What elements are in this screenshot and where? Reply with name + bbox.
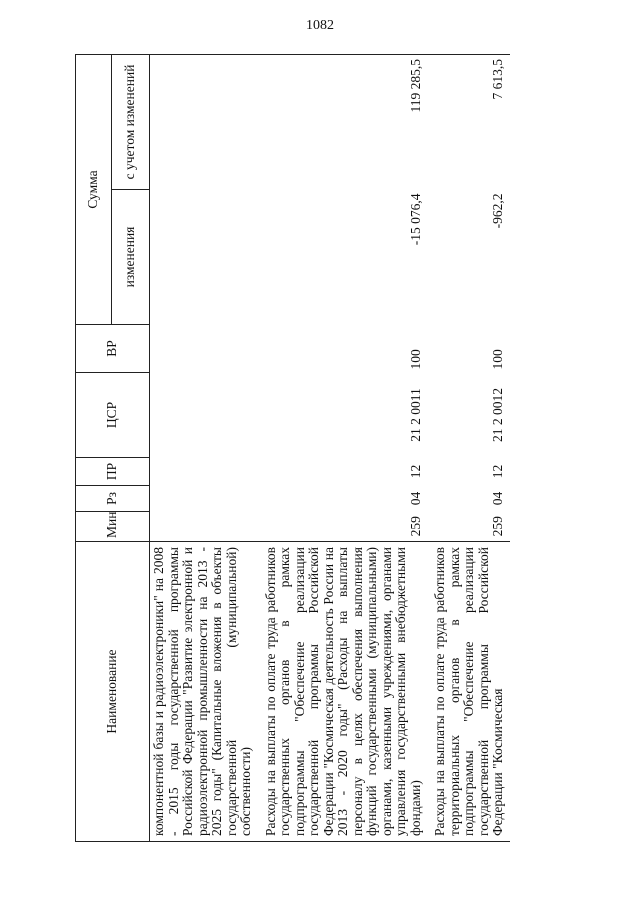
row-pr: 12 bbox=[407, 464, 423, 479]
row-change bbox=[150, 190, 258, 325]
row-vr: 100 bbox=[490, 349, 505, 370]
row-pr: 12 bbox=[490, 464, 505, 479]
row-change: -15 076,4 bbox=[407, 193, 423, 246]
row-csr bbox=[150, 373, 258, 458]
rotated-page bbox=[75, 55, 569, 842]
row-with-change bbox=[150, 54, 258, 189]
header-min: Мин bbox=[76, 512, 150, 542]
header-change: изменения bbox=[112, 190, 150, 325]
row-csr: 21 2 0011 bbox=[407, 388, 423, 442]
row-with-change: 7 613,5 bbox=[427, 54, 510, 189]
page-number: 1082 bbox=[306, 18, 334, 33]
row-vr bbox=[150, 325, 258, 373]
table-row bbox=[427, 54, 510, 841]
table-row bbox=[258, 54, 428, 841]
row-name: Расходы на выплаты по оплате труда работников государственных органов в рамках подпрограммы "Обеспечение реализации государственной программы Российской Федерации "Космическая деятельность России на 2013 - 2020 годы" (Расходы на выплаты персоналу в целях обеспечения выполнения функций государственными (муниципальными) органами, казенными учреждениями, органами управления государственными внебюджетными фондами) bbox=[258, 542, 428, 842]
budget-table bbox=[75, 54, 510, 842]
row-with-change: 119 285,5 bbox=[258, 54, 428, 189]
row-min: 259 bbox=[407, 516, 423, 537]
row-rz bbox=[150, 486, 258, 512]
row-csr: 21 2 0012 bbox=[490, 388, 505, 442]
row-name: Расходы на выплаты по оплате труда работников территориальных органов в рамках подпрограммы "Обеспечение реализации государственной программы Российской Федерации "Космическая bbox=[427, 542, 510, 842]
row-rz: 04 bbox=[490, 491, 505, 506]
row-vr: 100 bbox=[407, 349, 423, 370]
row-min bbox=[150, 512, 258, 542]
header-pr: ПР bbox=[76, 458, 150, 486]
row-name: компонентной базы и радиоэлектроники" на 2008 - 2015 годы государственной программы Российской Федерации "Развитие электронной и радиоэлектронной промышленности на 2013 - 2025 годы" (Капитальные вложения в объекты государственной (муниципальной) собственности) bbox=[150, 542, 258, 842]
table-row bbox=[150, 54, 258, 841]
row-rz: 04 bbox=[407, 491, 423, 506]
header-with-change: с учетом изменений bbox=[112, 54, 150, 189]
header-csr: ЦСР bbox=[76, 373, 150, 458]
row-min: 259 bbox=[490, 516, 505, 537]
header-name: Наименование bbox=[76, 542, 150, 842]
row-pr bbox=[150, 458, 258, 486]
header-sum: Сумма bbox=[76, 54, 112, 324]
header-vr: ВР bbox=[76, 325, 150, 373]
table-header bbox=[76, 54, 150, 841]
header-rz: Рз bbox=[76, 486, 150, 512]
row-change: -962,2 bbox=[490, 193, 505, 229]
